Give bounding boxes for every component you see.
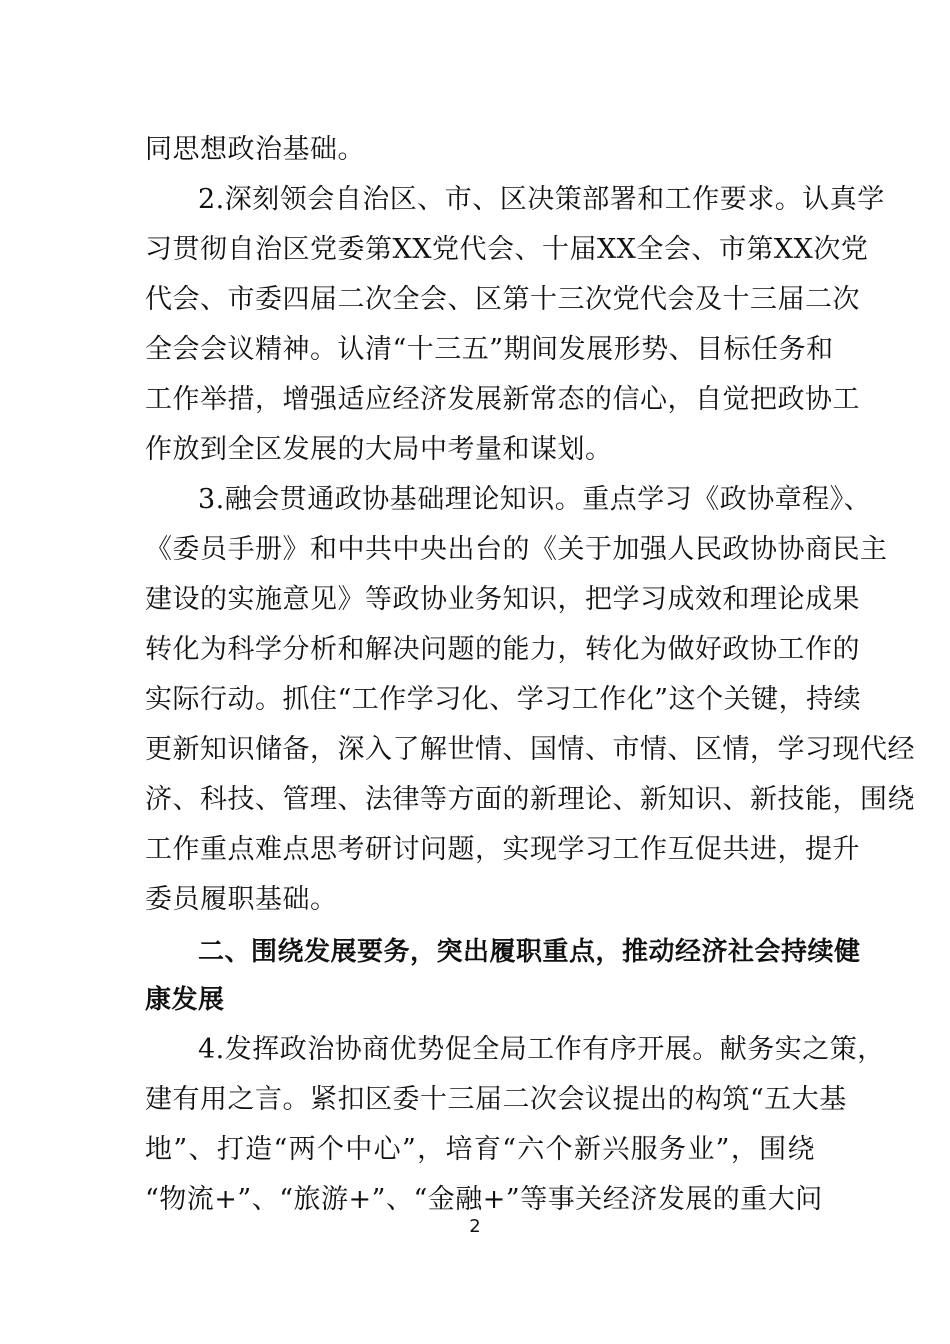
text-line: “物流+”、“旅游+”、“金融+”等事关经济发展的重大问 bbox=[145, 1184, 823, 1215]
text-line: 济、科技、管理、法律等方面的新理论、新知识、新技能，围绕 bbox=[145, 784, 915, 815]
text-line: 作放到全区发展的大局中考量和谋划。 bbox=[145, 434, 613, 465]
page-number: 2 bbox=[469, 1216, 481, 1237]
text-line: 全会会议精神。认清“十三五”期间发展形势、目标任务和 bbox=[145, 334, 834, 365]
text-line: 建设的实施意见》等政协业务知识，把学习成效和理论成果 bbox=[145, 584, 860, 615]
text-line: 建有用之言。紧扣区委十三届二次会议提出的构筑“五大基 bbox=[145, 1084, 847, 1115]
text-line: 习贯彻自治区党委第XX党代会、十届XX全会、市第XX次党 bbox=[145, 234, 869, 265]
text-line: 更新知识储备，深入了解世情、国情、市情、区情，学习现代经 bbox=[145, 734, 915, 765]
section-heading: 二、围绕发展要务，突出履职重点，推动经济社会持续健 bbox=[198, 937, 861, 967]
text-line: 工作重点难点思考研讨问题，实现学习工作互促共进，提升 bbox=[145, 834, 860, 865]
text-line: 《委员手册》和中共中央出台的《关于加强人民政协协商民主 bbox=[145, 534, 888, 565]
text-line: 转化为科学分析和解决问题的能力，转化为做好政协工作的 bbox=[145, 634, 860, 665]
text-line: 地”、打造“两个中心”，培育“六个新兴服务业”，围绕 bbox=[145, 1134, 815, 1165]
text-line: 代会、市委四届二次全会、区第十三次党代会及十三届二次 bbox=[145, 284, 860, 315]
section-heading: 康发展 bbox=[145, 985, 225, 1015]
text-line: 同思想政治基础。 bbox=[145, 134, 365, 165]
text-line: 2.深刻领会自治区、市、区决策部署和工作要求。认真学 bbox=[198, 184, 885, 215]
text-line: 工作举措，增强适应经济发展新常态的信心，自觉把政协工 bbox=[145, 384, 860, 415]
text-line: 4.发挥政治协商优势促全局工作有序开展。献务实之策， bbox=[198, 1034, 885, 1065]
text-line: 3.融会贯通政协基础理论知识。重点学习《政协章程》、 bbox=[198, 484, 872, 515]
text-line: 委员履职基础。 bbox=[145, 884, 338, 915]
text-line: 实际行动。抓住“工作学习化、学习工作化”这个关键，持续 bbox=[145, 684, 862, 715]
